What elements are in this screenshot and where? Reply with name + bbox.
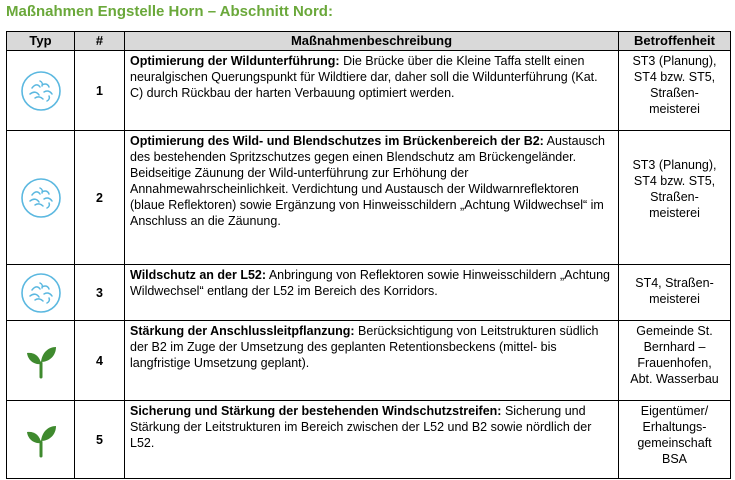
type-cell xyxy=(7,51,75,131)
wildlife-crossing-icon xyxy=(18,68,64,114)
affected-line: Abt. Wasserbau xyxy=(630,372,719,386)
affected-cell xyxy=(619,321,731,401)
affected-line: Eigentümer/ xyxy=(640,404,709,418)
affected-cell xyxy=(619,265,731,321)
description-cell xyxy=(125,321,619,401)
affected-line: ST3 (Planung), xyxy=(632,54,717,68)
description-cell xyxy=(125,131,619,265)
header-typ: Typ xyxy=(7,32,75,51)
affected-line: Straßen- xyxy=(650,190,699,204)
affected-line: meisterei xyxy=(649,102,700,116)
plant-sprout-icon xyxy=(21,341,61,381)
type-cell xyxy=(7,131,75,265)
type-cell xyxy=(7,401,75,479)
row-number: 5 xyxy=(75,401,125,479)
measure-title: Optimierung der Wildunterführung: xyxy=(130,54,340,68)
affected-line: gemeinschaft xyxy=(637,436,712,450)
wildlife-crossing-icon xyxy=(18,270,64,316)
row-number: 1 xyxy=(75,51,125,131)
page-title: Maßnahmen Engstelle Horn – Abschnitt Nord: xyxy=(6,3,333,20)
measure-text: Anbringung von Reflektoren sowie Hinweisschildern „Achtung Wildwechsel“ entlang der L52 im Bereich des Korridors. xyxy=(130,268,610,298)
affected-line: ST4, Straßen- xyxy=(635,276,714,290)
table-row xyxy=(7,265,731,321)
affected-cell xyxy=(619,51,731,131)
row-number: 4 xyxy=(75,321,125,401)
description-cell xyxy=(125,265,619,321)
measure-title: Wildschutz an der L52: xyxy=(130,268,267,282)
table-row xyxy=(7,321,731,401)
measure-title: Stärkung der Anschlussleitpflanzung: xyxy=(130,324,355,338)
type-cell xyxy=(7,321,75,401)
affected-line: ST4 bzw. ST5, xyxy=(633,174,716,188)
affected-line: Gemeinde St. xyxy=(636,324,713,338)
description-cell xyxy=(125,51,619,131)
affected-line: BSA xyxy=(661,452,687,466)
affected-line: Frauenhofen, xyxy=(637,356,712,370)
affected-line: Straßen- xyxy=(650,86,699,100)
plant-sprout-icon xyxy=(21,420,61,460)
affected-line: meisterei xyxy=(649,206,700,220)
measure-text: Berücksichtigung von Leitstrukturen südlich der B2 im Zuge der Umsetzung des geplanten Retentionsbeckens (mittel- bis langfristige Umsetzung geplant). xyxy=(130,324,599,370)
row-number: 2 xyxy=(75,131,125,265)
affected-cell xyxy=(619,131,731,265)
description-cell xyxy=(125,401,619,479)
header-description: Maßnahmenbeschreibung xyxy=(125,32,619,51)
measure-text: Sicherung und Stärkung der Leitstrukturen im Bereich zwischen der L52 und B2 sowie nördlich der L52. xyxy=(130,404,592,450)
table-row xyxy=(7,131,731,265)
table-row xyxy=(7,401,731,479)
measures-table xyxy=(6,31,731,479)
affected-line: Erhaltungs- xyxy=(642,420,707,434)
header-affected: Betroffenheit xyxy=(619,32,731,51)
header-number: # xyxy=(75,32,125,51)
affected-line: ST3 (Planung), xyxy=(632,158,717,172)
row-number: 3 xyxy=(75,265,125,321)
affected-cell xyxy=(619,401,731,479)
wildlife-crossing-icon xyxy=(18,175,64,221)
table-header-row xyxy=(7,32,731,51)
measure-title: Sicherung und Stärkung der bestehenden Windschutzstreifen: xyxy=(130,404,502,418)
type-cell xyxy=(7,265,75,321)
measure-text: Die Brücke über die Kleine Taffa stellt einen neuralgischen Querungspunkt für Wildtiere dar, daher soll die Wildunterführung (Kat. C) durch Rückbau der harten Verbauung optimiert werden. xyxy=(130,54,598,100)
measure-text: Austausch des bestehenden Spritzschutzes gegen einen Blendschutz am Brückengeländer. Beidseitige Zäunung der Wild-unterführung zur Erhöhung der Annahmewahrscheinlichkeit. Verdichtung und Austausch der Wildwarnreflektoren (blaue Reflektoren) sowie Ergänzung von Hinweisschildern „Achtung Wildwechsel“ im Anschluss an die Zäunung. xyxy=(130,134,605,228)
table-row xyxy=(7,51,731,131)
measure-title: Optimierung des Wild- und Blendschutzes im Brückenbereich der B2: xyxy=(130,134,544,148)
affected-line: meisterei xyxy=(649,292,700,306)
affected-line: Bernhard – xyxy=(643,340,706,354)
affected-line: ST4 bzw. ST5, xyxy=(633,70,716,84)
